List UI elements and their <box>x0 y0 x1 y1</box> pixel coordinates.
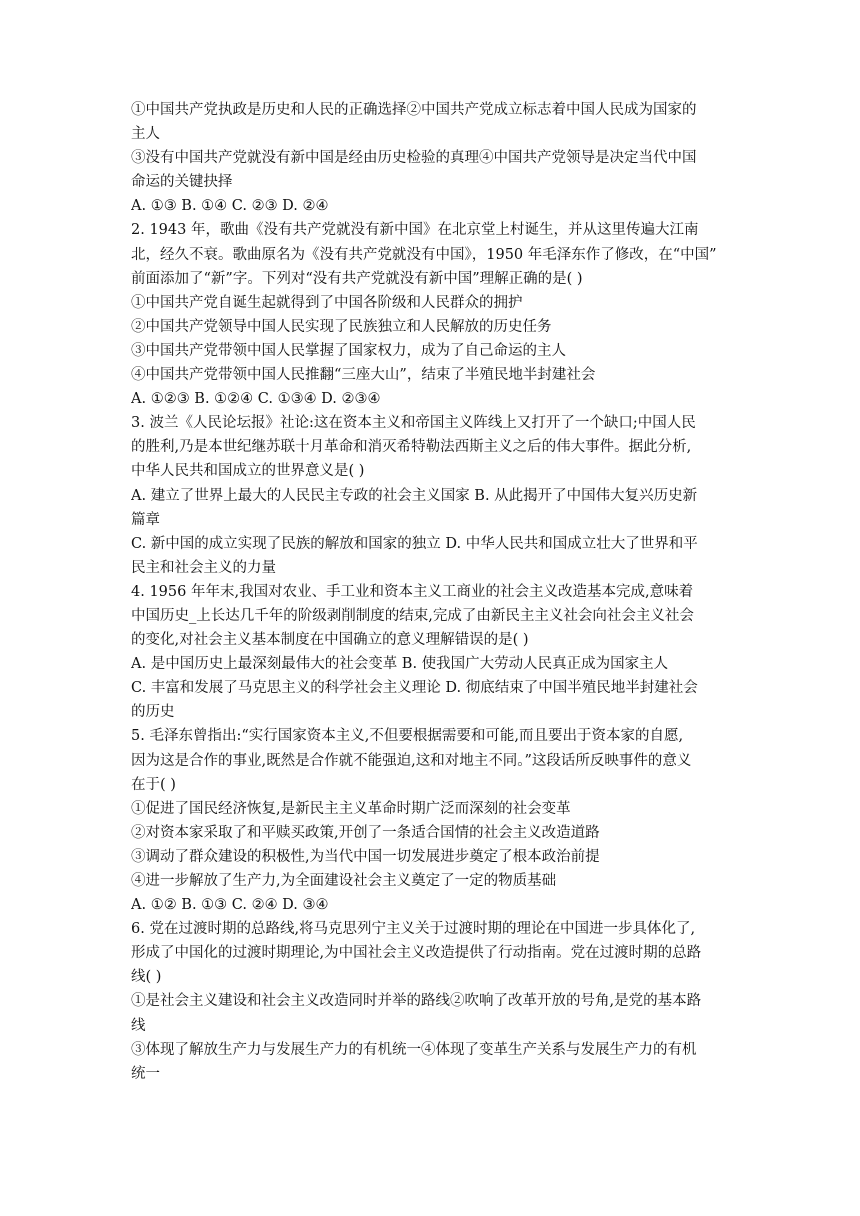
text-line: 统一 <box>131 1065 160 1082</box>
text-line: 3. 波兰《人民论坛报》社论:这在资本主义和帝国主义阵线上又打开了一个缺口;中国人民 <box>131 415 696 432</box>
text-line: 4. 1956 年年末,我国对农业、手工业和资本主义工商业的社会主义改造基本完成,意味着 <box>131 583 694 600</box>
text-line: 前面添加了“新”字。下列对“没有共产党就没有新中国”理解正确的是( ) <box>131 270 583 287</box>
text-line: ①是社会主义建设和社会主义改造同时并举的路线②吹响了改革开放的号角,是党的基本路 <box>131 993 702 1010</box>
text-line: 主人 <box>131 126 160 143</box>
text-line: 5. 毛泽东曾指出:“实行国家资本主义,不但要根据需要和可能,而且要出于资本家的自愿, <box>131 728 684 745</box>
text-line: C. 新中国的成立实现了民族的解放和国家的独立 D. 中华人民共和国成立壮大了世界和平 <box>131 535 698 552</box>
text-line: ③体现了解放生产力与发展生产力的有机统一④体现了变革生产关系与发展生产力的有机 <box>131 1041 697 1058</box>
text-line: 北，经久不衰。歌曲原名为《没有共产党就没有中国》，1950 年毛泽东作了修改，在“中国” <box>131 246 717 263</box>
text-line: 的胜利,乃是本世纪继苏联十月革命和消灭希特勒法西斯主义之后的伟大事件。据此分析, <box>131 439 692 456</box>
text-line: ④中国共产党带领中国人民推翻“三座大山”，结束了半殖民地半封建社会 <box>131 367 596 384</box>
text-line: 中华人民共和国成立的世界意义是( ) <box>131 463 365 480</box>
text-line: 篇章 <box>131 511 160 528</box>
text-line: 在于( ) <box>131 776 176 793</box>
text-line: 因为这是合作的事业,既然是合作就不能强迫,这和对地主不同。”这段话所反映事件的意义 <box>131 752 692 769</box>
text-line: C. 丰富和发展了马克思主义的科学社会主义理论 D. 彻底结束了中国半殖民地半封建社会 <box>131 680 698 697</box>
text-line: ①中国共产党执政是历史和人民的正确选择②中国共产党成立标志着中国人民成为国家的 <box>131 102 697 118</box>
text-line: A. 建立了世界上最大的人民民主专政的社会主义国家 B. 从此揭开了中国伟大复兴历史新 <box>131 487 698 504</box>
text-line: ③没有中国共产党就没有新中国是经由历史检验的真理④中国共产党领导是决定当代中国 <box>131 150 697 167</box>
text-line: ①中国共产党自诞生起就得到了中国各阶级和人民群众的拥护 <box>131 294 523 311</box>
text-line: ③调动了群众建设的积极性,为当代中国一切发展进步奠定了根本政治前提 <box>131 848 600 865</box>
text-line: 6. 党在过渡时期的总路线,将马克思列宁主义关于过渡时期的理论在中国进一步具体化了, <box>131 921 696 938</box>
text-line: ③中国共产党带领中国人民掌握了国家权力，成为了自己命运的主人 <box>131 342 566 359</box>
text-line: 线( ) <box>131 969 162 986</box>
text-line: 的变化,对社会主义基本制度在中国确立的意义理解错误的是( ) <box>131 632 529 649</box>
text-line: 2. 1943 年，歌曲《没有共产党就没有新中国》在北京堂上村诞生，并从这里传遍大江南 <box>131 222 699 239</box>
text-line: A. ①②③ B. ①②④ C. ①③④ D. ②③④ <box>131 391 381 408</box>
text-line: A. ①③ B. ①④ C. ②③ D. ②④ <box>131 198 329 215</box>
text-line: 线 <box>131 1017 146 1034</box>
text-line: ②对资本家采取了和平赎买政策,开创了一条适合国情的社会主义改造道路 <box>131 824 600 841</box>
text-line: 形成了中国化的过渡时期理论,为中国社会主义改造提供了行动指南。党在过渡时期的总路 <box>131 945 702 962</box>
text-line: 民主和社会主义的力量 <box>131 559 276 576</box>
text-line: ①促进了国民经济恢复,是新民主主义革命时期广泛而深刻的社会变革 <box>131 800 571 817</box>
text-line: ②中国共产党领导中国人民实现了民族独立和人民解放的历史任务 <box>131 318 552 335</box>
text-line: 的历史 <box>131 704 175 721</box>
text-line: A. 是中国历史上最深刻最伟大的社会变革 B. 使我国广大劳动人民真正成为国家主人 <box>131 656 669 673</box>
text-line: 命运的关键抉择 <box>131 174 233 191</box>
document-body <box>131 98 731 1086</box>
text-line: 中国历史_上长达几千年的阶级剥削制度的结束,完成了由新民主主义社会向社会主义社会 <box>131 607 694 624</box>
text-line: A. ①② B. ①③ C. ②④ D. ③④ <box>131 897 329 914</box>
text-line: ④进一步解放了生产力,为全面建设社会主义奠定了一定的物质基础 <box>131 873 557 889</box>
